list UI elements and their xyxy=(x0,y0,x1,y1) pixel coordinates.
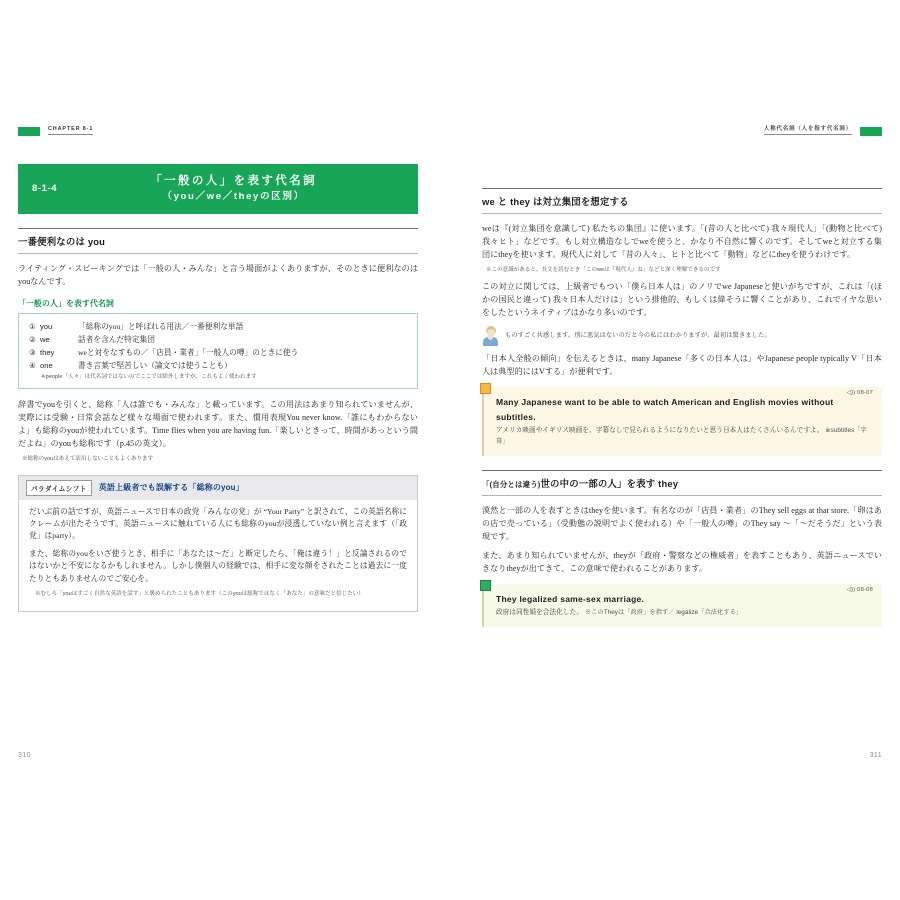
orange-square-icon xyxy=(480,383,491,394)
list-item-word: one xyxy=(40,361,53,371)
list-item-number: ③ xyxy=(29,348,36,358)
avatar-icon xyxy=(482,326,499,346)
list-item-number: ② xyxy=(29,334,36,344)
list-item xyxy=(29,347,407,359)
list-item-word: we xyxy=(40,334,50,344)
example-japanese-text-2: 政府は同性婚を合法化した。 xyxy=(496,609,584,617)
list-item-word: you xyxy=(40,321,53,331)
right-subhead-2-small: 「(自分とは違う) xyxy=(482,480,541,490)
left-body-paragraph: 辞書でyouを引くと、総称「人は誰でも・みんな」と載っています。この用法はあまり知られていませんが、実際には受験・日常会話など様々な場面で使われます。また、慣用表現You never know.「誰にもわからないよ」も総称のyouが使われています。Time flies when you are having fun.「楽しいときって、時間があっという間だよね」のyouも総称です（p.45の英文）。 xyxy=(18,399,418,448)
list-item xyxy=(29,334,407,346)
example-japanese-note-2: ※このTheyは「政府」を指す／ legalize「合法化する」 xyxy=(584,609,743,617)
section-title-band xyxy=(18,164,418,214)
right-paragraph-4: 漠然と一部の人を表すときはtheyを使います。有名なのが「店員・業者」のThey sell eggs at that store.「卵はあの店で売っている」（受動態の説明でよく使われる）や「一般人の噂」のThey say 〜「〜だそうだ」という表現です。 xyxy=(482,506,882,542)
audio-track-label-1[interactable]: ◁)) 08-07 xyxy=(846,390,873,397)
list-item-word: they xyxy=(40,348,55,358)
character-comment-text: ものすごく共感します。別に悪気はないのだと今の私にはわかりますが、最初は驚きました。 xyxy=(505,332,771,340)
example-box-2 xyxy=(482,584,882,628)
example-japanese-1 xyxy=(496,426,872,448)
chapter-tab-icon xyxy=(18,127,40,136)
list-heading: 「一般の人」を表す代名詞 xyxy=(18,298,114,308)
paradigm-shift-title: 英語上級者でも誤解する「総称のyou」 xyxy=(98,483,244,493)
example-english-1: Many Japanese want to be able to watch American and English movies without subtitles. xyxy=(496,397,834,422)
left-subhead: 一番便利なのは you xyxy=(18,228,418,254)
right-paragraph-5: また、あまり知られていませんが、theyが「政府・警察などの権威者」を表すこともあり、英語ニュースでいきなりtheyが出てきて、この意味で使われることがあります。 xyxy=(482,550,882,573)
audio-track-label-2[interactable]: ◁)) 08-08 xyxy=(846,586,873,593)
folio-right: 311 xyxy=(869,752,882,759)
right-paragraph-3: 「日本人全般の傾向」を伝えるときは、many Japanese「多くの日本人は」やJapanese people typically V「日本人は典型的にはVする」が便利です。 xyxy=(482,353,882,377)
left-page xyxy=(0,120,450,780)
right-subhead-2 xyxy=(482,470,882,496)
list-item xyxy=(29,360,407,372)
example-japanese-note-1: ※subtitles「字幕」 xyxy=(496,427,867,446)
paradigm-shift-header xyxy=(19,476,417,499)
right-subhead-2-main: 世の中の一部の人」を表す they xyxy=(540,478,679,490)
section-title-line1: 「一般の人」を表す代名詞 xyxy=(150,175,317,187)
list-item-desc: 書き言葉で堅苦しい（論文では使うことも） xyxy=(78,361,232,371)
paradigm-paragraph-1: だいぶ前の話ですが、英語ニュースで日本の政党「みんなの党」が “Your Party” と訳されて、この英語名称にクレームが出たそうです。英語ニュースに触れている人にも総称のyouが浸透していない例と言えます（「政党」はparty）。 xyxy=(29,506,407,541)
list-item-desc: 「総称のyou」と呼ばれる用法／一番便利な単語 xyxy=(78,321,244,331)
right-subhead-1: we と they は対立集団を想定する xyxy=(482,188,882,214)
right-page xyxy=(450,120,900,780)
list-item-number: ④ xyxy=(29,361,36,371)
left-intro-paragraph: ライティング・スピーキングでは「一般の人・みんな」と言う場面がよくありますが、そのときに便利なのはyouなんです。 xyxy=(18,263,418,286)
section-number: 8-1-4 xyxy=(32,182,58,194)
left-body-note: ※総称のyouはあえて訳出しないこともよくあります xyxy=(22,456,154,463)
example-japanese-text-1: アメリカ映画やイギリス映画を、字幕なしで見られるようになりたいと思う日本人はたくさんいるんですよ。 xyxy=(496,427,824,435)
right-note-1: ※この意識があると、長文を読むとき「このweは『現代人』ね」などと深く理解できるのです xyxy=(486,267,721,274)
list-item-desc: 話者を含んだ特定集団 xyxy=(78,334,155,344)
list-item-desc: weと対をなすもの／「店員・業者」「一般人の噂」のときに使う xyxy=(78,348,299,358)
paradigm-shift-body xyxy=(19,500,417,611)
list-item-number: ① xyxy=(29,321,36,331)
list-note: ※people「人々」は代名詞ではないのでここでは除外しますが、これもよく使われます xyxy=(41,374,257,381)
character-comment xyxy=(482,326,882,346)
right-paragraph-2: この対立に関しては、上級者でもつい「僕ら日本人は」のノリでwe Japaneseと使いがちですが、これは「(ほかの国民と違って) 我々日本人だけは」という排他的、もしくは偉そうに響くことがあり、これでイヤな思いをしたというネイティブはかなり多いのです。 xyxy=(482,281,882,317)
right-paragraph-1: weは『(対立集団を意識して) 私たちの集団』に使います。「(昔の人と比べて) 我々現代人」「(動物と比べて) 我々ヒト」などです。もし対立構造なしでweを使うと、かなり不自然に響くのです。そしてweと対立する集団にtheyを使います。現代人に対して「昔の人々」、ヒトと比べて「動物」などにtheyを使うわけです。 xyxy=(482,224,882,260)
section-title xyxy=(63,173,404,204)
paradigm-shift-box xyxy=(18,475,418,611)
right-running-head-text: 人称代名詞（人を指す代名詞） xyxy=(764,127,852,135)
section-tab-icon xyxy=(860,127,882,136)
paradigm-note: ※むしろ「youはすごく自然な英語を話す」と褒められたこともあります（このyouは総称ではなく「あなた」の意味だと信じたい） xyxy=(35,591,364,598)
section-title-line2: （you／we／theyの区別） xyxy=(162,190,305,202)
paradigm-paragraph-2: また、総称のyouをいざ使うとき、相手に「あなたは〜だ」と断定したら、「俺は違う！」と反論されるのではないかと不安になるかもしれません。しかし僕個人の経験では、相手に変な顔をされたことは過去に一度たりともありませんのでご安心を。 xyxy=(29,548,407,583)
left-running-head xyxy=(18,120,418,142)
green-square-icon xyxy=(480,580,491,591)
example-box-1 xyxy=(482,387,882,456)
pronoun-list-box xyxy=(18,313,418,389)
example-english-2: They legalized same-sex marriage. xyxy=(496,593,645,604)
right-running-head xyxy=(482,120,882,142)
folio-left: 310 xyxy=(18,752,31,759)
list-item xyxy=(29,321,407,333)
left-running-head-text: CHAPTER 8-1 xyxy=(48,127,93,135)
example-japanese-2 xyxy=(496,608,872,619)
paradigm-shift-tag: パラダイムシフト xyxy=(26,480,92,495)
